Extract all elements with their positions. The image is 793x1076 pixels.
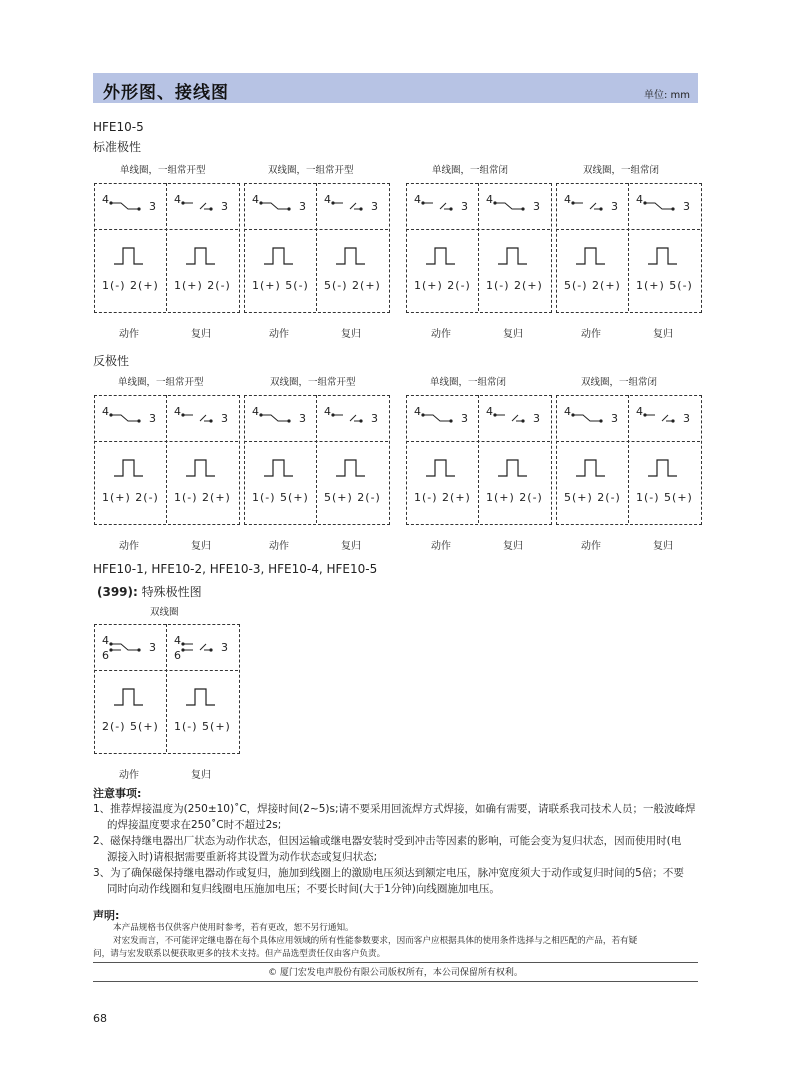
special-group-action: 动作: [119, 770, 139, 781]
rev-group-2-action: 动作: [431, 541, 451, 552]
rev-group-1-pin3-1: 3: [371, 412, 378, 425]
rev-group-3-pulse-0: [574, 457, 614, 479]
std-group-1-pin4-1: 4: [324, 193, 331, 206]
rev-group-1-pulse-1: [334, 457, 374, 479]
rev-group-1-contact-1: [330, 409, 380, 431]
statement-3: 问，请与宏发联系以便获取更多的技术支持。但产品选型责任仅由客户负责。: [93, 949, 386, 959]
note-3b: 同时向动作线圈和复归线圈电压施加电压；不要长时间(大于1分钟)向线圈施加电压。: [107, 883, 500, 895]
rev-group-0-reset: 复归: [191, 541, 211, 552]
note-2: 2、磁保持继电器出厂状态为动作状态，但因运输或继电器安装时受到冲击等因素的影响，可能会变为复归状态，因而使用时(电: [93, 835, 682, 847]
rev-group-2-pin3-0: 3: [461, 412, 468, 425]
note-3: 3、为了确保磁保持继电器动作或复归，施加到线圈上的激励电压须达到额定电压，脉冲宽度须大于动作或复归时间的5倍；不要: [93, 867, 684, 879]
special-group-pin4-0: 4: [102, 634, 109, 647]
section-title: 外形图、接线图: [103, 83, 229, 103]
std-group-2-pin3-1: 3: [533, 200, 540, 213]
std-group-3-pin4-1: 4: [636, 193, 643, 206]
std-group-3-pin3-0: 3: [611, 200, 618, 213]
std-group-0-reset: 复归: [191, 329, 211, 340]
std-caption-2: 单线圈，一组常闭: [432, 165, 509, 176]
std-group-3-action: 动作: [581, 329, 601, 340]
rev-group-0-divider-h: [94, 441, 238, 442]
std-group-2-pin3-0: 3: [461, 200, 468, 213]
std-group-3-contact-0: [570, 197, 620, 219]
rev-group-0-pin4-0: 4: [102, 405, 109, 418]
std-group-2-divider-h: [406, 229, 550, 230]
rev-group-3-reset: 复归: [653, 541, 673, 552]
rev-group-0-pulse-0: [112, 457, 152, 479]
std-group-0-pulse-0: [112, 245, 152, 267]
special-group-pin4-1: 4: [174, 634, 181, 647]
std-group-0-pin4-1: 4: [174, 193, 181, 206]
section-header: [93, 73, 698, 103]
rev-group-1-polarity-1: 5(+) 2(-): [324, 491, 381, 504]
rev-group-3-pin4-1: 4: [636, 405, 643, 418]
divider-bottom: [93, 981, 698, 982]
rev-caption-3: 双线圈，一组常闭: [581, 377, 658, 388]
rev-group-2-pulse-0: [424, 457, 464, 479]
note-1: 1、推荐焊接温度为(250±10)˚C，焊接时间(2~5)s;请不要采用回流焊方式焊接，如确有需要，请联系我司技术人员；一般波峰焊: [93, 803, 696, 815]
rev-group-0-contact-0: [108, 409, 158, 431]
rev-group-3-pulse-1: [646, 457, 686, 479]
std-group-1-reset: 复归: [341, 329, 361, 340]
std-group-1-polarity-0: 1(+) 5(-): [252, 279, 309, 292]
std-group-1-pulse-0: [262, 245, 302, 267]
rev-group-0-polarity-1: 1(-) 2(+): [174, 491, 231, 504]
rev-group-0-pin4-1: 4: [174, 405, 181, 418]
std-group-1-pin4-0: 4: [252, 193, 259, 206]
rev-group-2-pin4-0: 4: [414, 405, 421, 418]
std-group-1-action: 动作: [269, 329, 289, 340]
special-caption: 双线圈: [150, 607, 179, 618]
rev-group-1-action: 动作: [269, 541, 289, 552]
special-group-pulse-1: [184, 686, 224, 708]
rev-group-1-contact-0: [258, 409, 308, 431]
special-group-divider-h: [94, 670, 238, 671]
std-group-2-reset: 复归: [503, 329, 523, 340]
special-title: [97, 583, 202, 600]
rev-group-3-polarity-1: 1(-) 5(+): [636, 491, 693, 504]
std-group-3-pulse-0: [574, 245, 614, 267]
std-group-3-pin3-1: 3: [683, 200, 690, 213]
rev-group-3-contact-0: [570, 409, 620, 431]
std-group-0-contact-0: [108, 197, 158, 219]
rev-group-2-divider-h: [406, 441, 550, 442]
std-caption-0: 单线圈，一组常开型: [120, 165, 206, 176]
special-group-reset: 复归: [191, 770, 211, 781]
std-group-3-polarity-1: 1(+) 5(-): [636, 279, 693, 292]
statement-title: 声明:: [93, 909, 120, 922]
special-group-polarity-0: 2(-) 5(+): [102, 720, 159, 733]
std-group-1-divider-v: [316, 183, 317, 311]
std-group-2-pulse-0: [424, 245, 464, 267]
std-group-1-polarity-1: 5(-) 2(+): [324, 279, 381, 292]
std-group-3-reset: 复归: [653, 329, 673, 340]
rev-group-1-polarity-0: 1(-) 5(+): [252, 491, 309, 504]
std-group-0-contact-1: [180, 197, 230, 219]
std-group-3-contact-1: [642, 197, 692, 219]
special-group-polarity-1: 1(-) 5(+): [174, 720, 231, 733]
special-group-pulse-0: [112, 686, 152, 708]
rev-group-0-action: 动作: [119, 541, 139, 552]
special-group-pin6-1: 6: [174, 649, 181, 662]
special-title-text: 特殊极性图: [137, 585, 202, 599]
std-group-2-divider-v: [478, 183, 479, 311]
rev-group-2-pin3-1: 3: [533, 412, 540, 425]
std-group-0-divider-v: [166, 183, 167, 311]
notes-list: [93, 801, 703, 897]
std-group-3-pulse-1: [646, 245, 686, 267]
std-group-1-pulse-1: [334, 245, 374, 267]
std-group-2-polarity-1: 1(-) 2(+): [486, 279, 543, 292]
rev-group-3-pin3-0: 3: [611, 412, 618, 425]
statement-text: [93, 922, 703, 961]
std-group-2-pin4-0: 4: [414, 193, 421, 206]
rev-group-2-reset: 复归: [503, 541, 523, 552]
std-caption-3: 双线圈，一组常闭: [583, 165, 660, 176]
rev-group-1-pulse-0: [262, 457, 302, 479]
std-group-0-divider-h: [94, 229, 238, 230]
divider-top: [93, 962, 698, 963]
rev-group-3-contact-1: [642, 409, 692, 431]
model-label: HFE10-5: [93, 120, 144, 134]
rev-group-1-divider-v: [316, 395, 317, 523]
std-group-2-contact-0: [420, 197, 470, 219]
rev-group-2-polarity-0: 1(-) 2(+): [414, 491, 471, 504]
rev-group-2-contact-0: [420, 409, 470, 431]
std-group-2-action: 动作: [431, 329, 451, 340]
std-group-2-pulse-1: [496, 245, 536, 267]
rev-group-3-divider-h: [556, 441, 700, 442]
rev-group-1-pin4-1: 4: [324, 405, 331, 418]
rev-group-2-contact-1: [492, 409, 542, 431]
special-models: HFE10-1, HFE10-2, HFE10-3, HFE10-4, HFE10-5: [93, 562, 378, 576]
rev-group-0-divider-v: [166, 395, 167, 523]
statement-2: 对宏发而言，不可能评定继电器在每个具体应用领域的所有性能参数要求，因而客户应根据具体的使用条件选择与之相匹配的产品，若有疑: [113, 936, 638, 946]
std-group-2-polarity-0: 1(+) 2(-): [414, 279, 471, 292]
rev-group-0-pin3-1: 3: [221, 412, 228, 425]
copyright: © 厦门宏发电声股份有限公司版权所有，本公司保留所有权利。: [268, 968, 523, 978]
rev-group-2-polarity-1: 1(+) 2(-): [486, 491, 543, 504]
rev-caption-2: 单线圈，一组常闭: [430, 377, 507, 388]
note-2b: 源接入时)请根据需要重新将其设置为动作状态或复归状态;: [107, 851, 378, 863]
unit-label: 单位: mm: [643, 90, 690, 101]
special-group-contact-1: [180, 638, 230, 660]
special-group-pin3-1: 3: [221, 641, 228, 654]
note-1b: 的焊接温度要求在250˚C时不超过2s;: [107, 819, 282, 831]
std-group-0-pin3-1: 3: [221, 200, 228, 213]
std-group-1-pin3-1: 3: [371, 200, 378, 213]
rev-group-3-pin4-0: 4: [564, 405, 571, 418]
std-group-0-pin4-0: 4: [102, 193, 109, 206]
rev-group-0-pin3-0: 3: [149, 412, 156, 425]
rev-caption-1: 双线圈，一组常开型: [270, 377, 356, 388]
std-group-1-pin3-0: 3: [299, 200, 306, 213]
rev-group-2-pin4-1: 4: [486, 405, 493, 418]
std-group-3-divider-v: [628, 183, 629, 311]
notes-title: 注意事项:: [93, 787, 142, 800]
special-title-prefix: (399):: [97, 585, 138, 599]
std-group-0-polarity-0: 1(-) 2(+): [102, 279, 159, 292]
std-group-0-pulse-1: [184, 245, 224, 267]
statement-1: 本产品规格书仅供客户使用时参考，若有更改，恕不另行通知。: [113, 923, 354, 933]
std-group-1-contact-0: [258, 197, 308, 219]
rev-group-2-divider-v: [478, 395, 479, 523]
rev-group-0-pulse-1: [184, 457, 224, 479]
std-group-3-pin4-0: 4: [564, 193, 571, 206]
rev-group-1-pin3-0: 3: [299, 412, 306, 425]
std-group-2-contact-1: [492, 197, 542, 219]
rev-caption-0: 单线圈，一组常开型: [118, 377, 204, 388]
std-polarity-title: 标准极性: [93, 140, 142, 154]
page-number: 68: [93, 1012, 107, 1025]
rev-group-1-pin4-0: 4: [252, 405, 259, 418]
std-group-3-divider-h: [556, 229, 700, 230]
rev-group-2-pulse-1: [496, 457, 536, 479]
std-group-0-polarity-1: 1(+) 2(-): [174, 279, 231, 292]
std-group-2-pin4-1: 4: [486, 193, 493, 206]
rev-group-0-contact-1: [180, 409, 230, 431]
std-group-3-polarity-0: 5(-) 2(+): [564, 279, 621, 292]
rev-group-3-pin3-1: 3: [683, 412, 690, 425]
rev-group-3-polarity-0: 5(+) 2(-): [564, 491, 621, 504]
std-group-1-contact-1: [330, 197, 380, 219]
special-group-pin6-0: 6: [102, 649, 109, 662]
special-group-contact-0: [108, 638, 158, 660]
std-group-1-divider-h: [244, 229, 388, 230]
rev-group-3-divider-v: [628, 395, 629, 523]
rev-group-3-action: 动作: [581, 541, 601, 552]
rev-group-1-reset: 复归: [341, 541, 361, 552]
std-group-0-pin3-0: 3: [149, 200, 156, 213]
special-group-divider-v: [166, 624, 167, 752]
rev-group-0-polarity-0: 1(+) 2(-): [102, 491, 159, 504]
special-group-pin3-0: 3: [149, 641, 156, 654]
rev-group-1-divider-h: [244, 441, 388, 442]
rev-polarity-title: 反极性: [93, 354, 130, 368]
std-group-0-action: 动作: [119, 329, 139, 340]
std-caption-1: 双线圈，一组常开型: [268, 165, 354, 176]
